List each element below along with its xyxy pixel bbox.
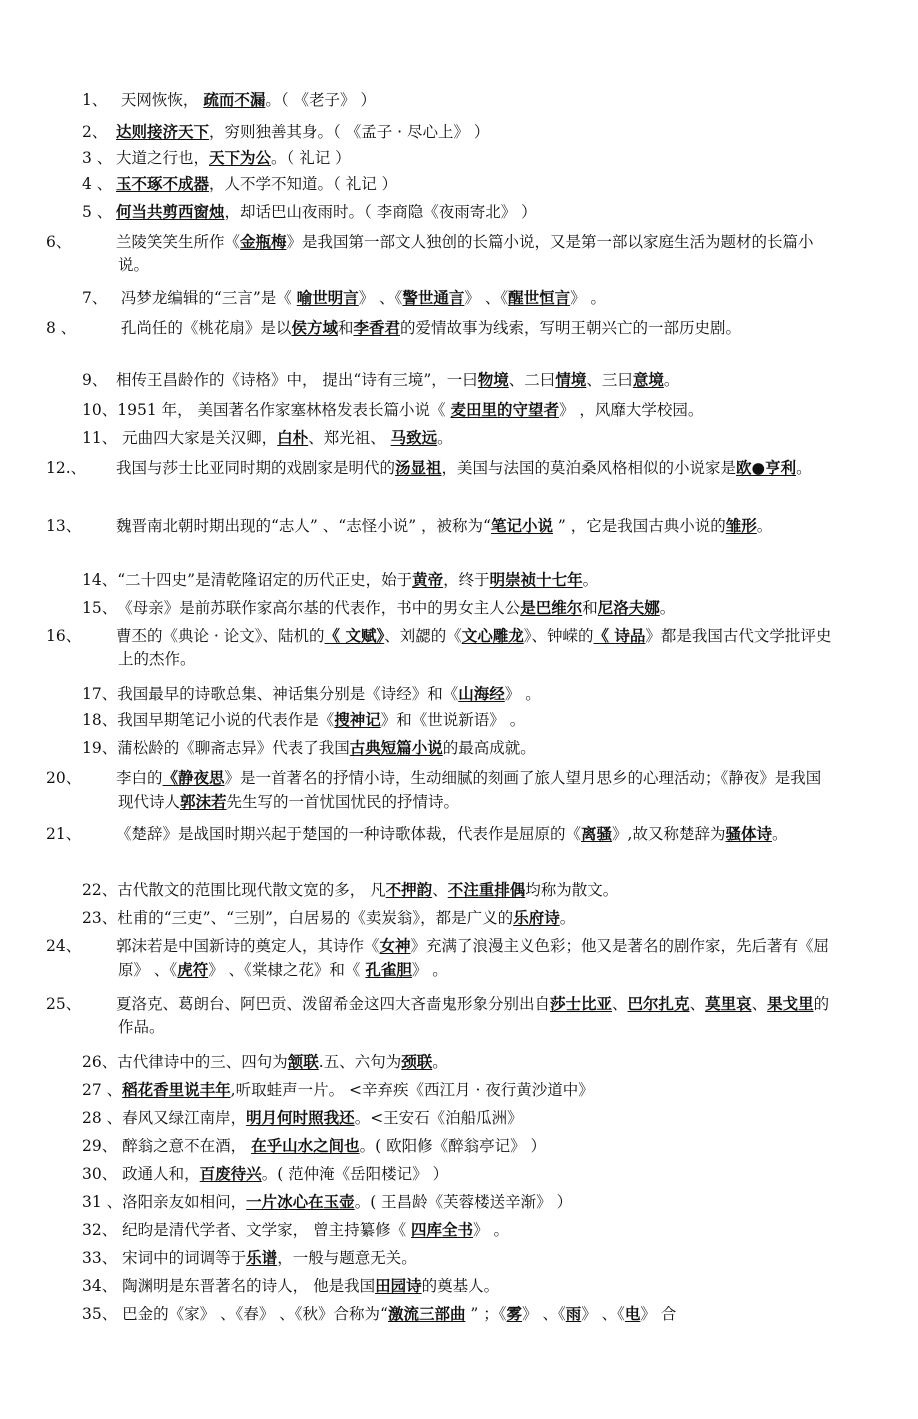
question-item xyxy=(82,1078,834,1102)
question-text: 。 xyxy=(663,371,680,389)
question-text: 春风又绿江南岸， xyxy=(122,1109,247,1127)
question-text: 》 ，风靡大学校园。 xyxy=(558,401,704,419)
question-text: 洛阳亲友如相问， xyxy=(122,1193,247,1211)
question-text: 》 。 xyxy=(473,1221,509,1239)
question-text: 。( 欧阳修《醉翁亭记》 ） xyxy=(359,1137,547,1155)
answer-text: 四库全书 xyxy=(411,1220,474,1239)
question-text: 》 、《棠棣之花》和《 xyxy=(208,961,366,979)
question-text: 。 xyxy=(582,571,599,589)
question-text: 、 xyxy=(432,881,448,899)
question-item xyxy=(82,682,834,706)
question-text: 郭沫若是中国新诗的奠定人，其诗作《 xyxy=(116,937,380,955)
question-item xyxy=(82,1246,834,1270)
question-text: 》 。 xyxy=(411,961,448,979)
question-text: 的作品。 xyxy=(118,995,830,1036)
question-item xyxy=(46,316,834,340)
question-number: 33、 xyxy=(82,1249,118,1267)
answer-text: 在乎山水之间也 xyxy=(251,1136,360,1155)
question-number: 27 、 xyxy=(82,1081,123,1099)
question-item xyxy=(82,1050,834,1074)
answer-text: 稻花香里说丰年 xyxy=(122,1080,231,1099)
question-number: 28 、 xyxy=(82,1109,123,1127)
question-item xyxy=(82,568,834,592)
answer-text: 笔记小说 xyxy=(490,516,553,535)
answer-text: 骚体诗 xyxy=(725,824,772,843)
question-number: 11、 xyxy=(82,429,118,447)
question-text: ” ；《 xyxy=(465,1305,507,1323)
question-text: 、 xyxy=(612,995,628,1013)
question-item xyxy=(46,992,834,1039)
answer-text: 天下为公 xyxy=(209,148,272,167)
question-number: 17、 xyxy=(82,685,118,703)
question-number: 8 、 xyxy=(46,319,77,337)
question-text: 李白的 xyxy=(116,769,163,787)
question-text: 》 、《 xyxy=(464,289,509,307)
question-text: 。 xyxy=(437,429,453,447)
question-text: 》、钟嵘的 xyxy=(523,627,594,645)
question-number: 20、 xyxy=(46,769,82,787)
question-text: 。（ 礼记 ） xyxy=(271,149,351,167)
question-item xyxy=(82,906,834,930)
answer-text: 情境 xyxy=(555,370,587,389)
question-text: 、刘勰的《 xyxy=(384,627,462,645)
answer-text: 雾 xyxy=(506,1304,523,1323)
question-number: 6、 xyxy=(46,233,72,251)
question-text: 孔尚任的《桃花扇》是以 xyxy=(116,319,292,337)
answer-text: 是巴维尔 xyxy=(520,598,583,617)
question-text: 相传王昌龄作的《诗格》中， 提出“诗有三境”，一曰 xyxy=(116,371,478,389)
question-text: 天网恢恢， xyxy=(116,91,204,109)
answer-text: 百废待兴 xyxy=(199,1164,262,1183)
question-text: 。 xyxy=(559,909,576,927)
question-text: 醉翁之意不在酒， xyxy=(117,1137,252,1155)
question-item xyxy=(82,708,834,732)
question-item xyxy=(82,1106,834,1130)
answer-text: 颔联 xyxy=(287,1052,319,1071)
question-text: 的爱情故事为线索，写明王朝兴亡的一部历史剧。 xyxy=(399,319,741,337)
answer-text: 雏形 xyxy=(725,516,757,535)
question-text: 曹丕的《典论 · 论文》、陆机的 xyxy=(116,627,325,645)
question-item xyxy=(82,146,834,170)
question-text: 。 xyxy=(771,825,788,843)
answer-text: 不押韵 xyxy=(385,880,433,899)
question-text: 。( 范仲淹《岳阳楼记》 ） xyxy=(261,1165,449,1183)
question-item xyxy=(46,514,834,538)
question-text: 大道之行也， xyxy=(116,149,210,167)
question-number: 13、 xyxy=(46,517,82,535)
question-item xyxy=(82,1218,834,1242)
question-number: 21、 xyxy=(46,825,82,843)
answer-text: 何当共剪西窗烛 xyxy=(116,202,225,221)
question-number: 26、 xyxy=(82,1053,118,1071)
question-text: 、郑光祖、 xyxy=(308,429,391,447)
question-text: 、 xyxy=(751,995,768,1013)
question-item xyxy=(82,88,834,112)
question-item xyxy=(82,1162,834,1186)
question-item xyxy=(82,1190,834,1214)
question-item xyxy=(82,120,834,144)
question-item xyxy=(46,766,834,814)
answer-text: 欧●亨利 xyxy=(736,458,797,477)
question-text: 纪昀是清代学者、文学家， 曾主持纂修《 xyxy=(117,1221,412,1239)
question-text: “二十四史”是清乾隆诏定的历代正史，始于 xyxy=(117,571,413,589)
question-text: 》 合 xyxy=(640,1305,677,1323)
question-number: 9、 xyxy=(82,371,108,389)
question-number: 1、 xyxy=(82,91,108,109)
question-text: 我国与莎士比亚同时期的戏剧家是明代的 xyxy=(116,459,396,477)
question-text: 巴金的《家》 、《春》 、《秋》合称为“ xyxy=(117,1305,388,1323)
answer-text: 马致远 xyxy=(390,428,438,447)
question-item xyxy=(46,822,834,846)
question-text: 》是一首著名的抒情小诗，生动细腻的刻画了旅人望月思乡的心理活动；《静夜》是我国现代诗人 xyxy=(118,769,822,811)
answer-text: 警世通言 xyxy=(402,288,465,307)
question-number: 15、 xyxy=(82,599,118,617)
answer-text: 物境 xyxy=(477,370,509,389)
question-text: 》 。 xyxy=(504,685,541,703)
question-number: 29、 xyxy=(82,1137,118,1155)
answer-text: 金瓶梅 xyxy=(240,232,287,251)
question-item xyxy=(82,1274,834,1298)
question-text: 的奠基人。 xyxy=(421,1277,500,1295)
question-number: 7、 xyxy=(82,289,108,307)
question-text: 《母亲》是前苏联作家高尔基的代表作，书中的男女主人公 xyxy=(117,599,521,617)
answer-text: 尼洛夫娜 xyxy=(597,598,660,617)
question-number: 16、 xyxy=(46,627,82,645)
question-item xyxy=(82,878,834,902)
answer-text: 激流三部曲 xyxy=(387,1304,466,1323)
answer-text: 黄帝 xyxy=(412,570,444,589)
question-number: 32、 xyxy=(82,1221,118,1239)
question-text: 和 xyxy=(337,319,354,337)
answer-text: 达则接济天下 xyxy=(116,122,210,141)
question-item xyxy=(82,200,834,224)
question-text: ，终于 xyxy=(443,571,490,589)
answer-text: 明月何时照我还 xyxy=(246,1108,355,1127)
question-text: 魏晋南北朝时期出现的“志人” 、“志怪小说” ，被称为“ xyxy=(116,517,491,535)
question-text: 》,故又称楚辞为 xyxy=(612,825,726,843)
question-number: 3 、 xyxy=(82,149,113,167)
question-number: 4 、 xyxy=(82,175,113,193)
answer-text: 山海经 xyxy=(458,684,505,703)
answer-text: 电 xyxy=(624,1304,641,1323)
question-text: 。<王安石《泊船瓜洲》 xyxy=(354,1109,523,1127)
question-text: 我国早期笔记小说的代表作是《 xyxy=(117,711,335,729)
question-text: 宋词中的词调等于 xyxy=(117,1249,247,1267)
answer-text: 白朴 xyxy=(277,428,309,447)
answer-text: 《 文赋》 xyxy=(324,626,385,645)
question-text: 古代散文的范围比现代散文宽的多， 凡 xyxy=(117,881,386,899)
question-text: 夏洛克、葛朗台、阿巴贡、泼留希金这四大吝啬鬼形象分别出自 xyxy=(116,995,551,1013)
question-text: 和 xyxy=(582,599,598,617)
answer-text: 汤显祖 xyxy=(395,458,442,477)
question-item xyxy=(46,624,834,671)
question-text: 、三曰 xyxy=(586,371,633,389)
question-item xyxy=(82,736,834,760)
answer-text: 田园诗 xyxy=(375,1276,422,1295)
question-number: 31 、 xyxy=(82,1193,123,1211)
answer-text: 雨 xyxy=(565,1304,582,1323)
question-number: 14、 xyxy=(82,571,118,589)
question-text: ” ，它是我国古典小说的 xyxy=(553,517,726,535)
answer-text: 莎士比亚 xyxy=(550,994,613,1013)
question-text: ，美国与法国的莫泊桑风格相似的小说家是 xyxy=(441,459,737,477)
answer-text: 莫里哀 xyxy=(705,994,752,1013)
question-text: 1951 年， 美国著名作家塞林格发表长篇小说《 xyxy=(117,401,451,419)
question-text: 蒲松龄的《聊斋志异》代表了我国 xyxy=(117,739,350,757)
answer-text: 孔雀胆 xyxy=(365,960,412,979)
answer-text: 颈联 xyxy=(401,1052,433,1071)
question-text: 均称为散文。 xyxy=(525,881,619,899)
question-text: 元曲四大家是关汉卿， xyxy=(117,429,278,447)
question-item xyxy=(82,368,834,392)
question-text: 《楚辞》是战国时期兴起于楚国的一种诗歌体裁，代表作是屈原的《 xyxy=(116,825,582,843)
question-item xyxy=(82,1302,834,1326)
answer-text: 《 诗品 xyxy=(593,626,646,645)
question-item xyxy=(82,286,834,310)
question-item xyxy=(46,456,834,480)
question-item xyxy=(82,398,834,422)
answer-text: 玉不琢不成器 xyxy=(116,174,210,193)
question-number: 24、 xyxy=(46,937,82,955)
question-item xyxy=(46,934,834,982)
question-item xyxy=(82,172,834,196)
question-text: 》 、《 xyxy=(358,289,403,307)
question-number: 12.、 xyxy=(46,459,87,477)
answer-text: 《静夜思 xyxy=(162,768,225,787)
question-text: 。 xyxy=(432,1053,448,1071)
question-number: 2、 xyxy=(82,123,108,141)
question-text: 冯梦龙编辑的“三言”是《 xyxy=(116,289,297,307)
question-text: 。（ 《老子》 ） xyxy=(265,91,376,109)
question-text: 先生写的一首忧国忧民的抒情诗。 xyxy=(226,793,460,811)
answer-text: 虎符 xyxy=(177,960,209,979)
answer-text: 不注重排偶 xyxy=(447,880,526,899)
answer-text: 侯方域 xyxy=(291,318,338,337)
question-text: 》是我国第一部文人独创的长篇小说，又是第一部以家庭生活为题材的长篇小说。 xyxy=(118,233,814,274)
question-number: 18、 xyxy=(82,711,118,729)
answer-text: 果戈里 xyxy=(767,994,814,1013)
question-text: 》 、《 xyxy=(581,1305,625,1323)
question-text: 杜甫的“三吏”、“三别”，白居易的《卖炭翁》，都是广义的 xyxy=(117,909,514,927)
question-number: 30、 xyxy=(82,1165,118,1183)
answer-text: 麦田里的守望者 xyxy=(450,400,559,419)
answer-text: 意境 xyxy=(632,370,664,389)
answer-text: 文心雕龙 xyxy=(461,626,524,645)
question-text: 。 xyxy=(659,599,676,617)
question-number: 5 、 xyxy=(82,203,113,221)
question-text: ，却话巴山夜雨时。（ 李商隐《夜雨寄北》 ） xyxy=(224,203,537,221)
answer-text: 乐府诗 xyxy=(513,908,560,927)
question-text: ，一般与题意无关。 xyxy=(277,1249,417,1267)
question-text: 。 xyxy=(756,517,773,535)
answer-text: 李香君 xyxy=(353,318,400,337)
question-text: 、 xyxy=(689,995,706,1013)
question-text: ，穷则独善其身。（ 《孟子 · 尽心上》 ） xyxy=(209,123,490,141)
question-text: 我国最早的诗歌总集、神话集分别是《诗经》和《 xyxy=(117,685,459,703)
question-text: 政通人和， xyxy=(117,1165,200,1183)
question-text: 兰陵笑笑生所作《 xyxy=(116,233,241,251)
question-number: 35、 xyxy=(82,1305,118,1323)
question-number: 34、 xyxy=(82,1277,118,1295)
question-number: 23、 xyxy=(82,909,118,927)
question-number: 25、 xyxy=(46,995,82,1013)
question-item xyxy=(82,596,834,620)
question-item xyxy=(82,426,834,450)
question-text: 》 。 xyxy=(570,289,607,307)
question-text: ,听取蛙声一片。 <辛弃疾《西江月 · 夜行黄沙道中》 xyxy=(230,1081,594,1099)
question-number: 19、 xyxy=(82,739,118,757)
question-text: 》和《世说新语》 。 xyxy=(380,711,526,729)
answer-text: 离骚 xyxy=(581,824,613,843)
answer-text: 一片冰心在玉壶 xyxy=(246,1192,355,1211)
question-item xyxy=(46,230,834,277)
answer-text: 搜神记 xyxy=(334,710,381,729)
answer-text: 古典短篇小说 xyxy=(349,738,443,757)
question-item xyxy=(82,1134,834,1158)
question-text: 》充满了浪漫主义色彩；他又是著名的剧作家，先后著有《屈原》 、《 xyxy=(118,937,830,979)
answer-text: 明崇祯十七年 xyxy=(489,570,583,589)
answer-text: 疏而不漏 xyxy=(203,90,266,109)
question-text: .五、六句为 xyxy=(318,1053,402,1071)
answer-text: 巴尔扎克 xyxy=(627,994,690,1013)
answer-text: 郭沫若 xyxy=(180,792,227,811)
question-text: 。 xyxy=(796,459,812,477)
answer-text: 醒世恒言 xyxy=(508,288,571,307)
question-text: 的最高成就。 xyxy=(442,739,536,757)
answer-text: 女神 xyxy=(379,936,411,955)
question-number: 10、 xyxy=(82,401,118,419)
question-text: 陶渊明是东晋著名的诗人， 他是我国 xyxy=(117,1277,376,1295)
question-text: 、二曰 xyxy=(508,371,556,389)
answer-text: 乐谱 xyxy=(246,1248,278,1267)
question-text: 。( 王昌龄《芙蓉楼送辛渐》 ） xyxy=(354,1193,573,1211)
question-text: 》都是我国古代文学批评史上的杰作。 xyxy=(118,627,832,668)
question-text: 》 、《 xyxy=(522,1305,566,1323)
answer-text: 喻世明言 xyxy=(296,288,359,307)
question-number: 22、 xyxy=(82,881,118,899)
question-text: ，人不学不知道。（ 礼记 ） xyxy=(209,175,398,193)
question-text: 古代律诗中的三、四句为 xyxy=(117,1053,288,1071)
